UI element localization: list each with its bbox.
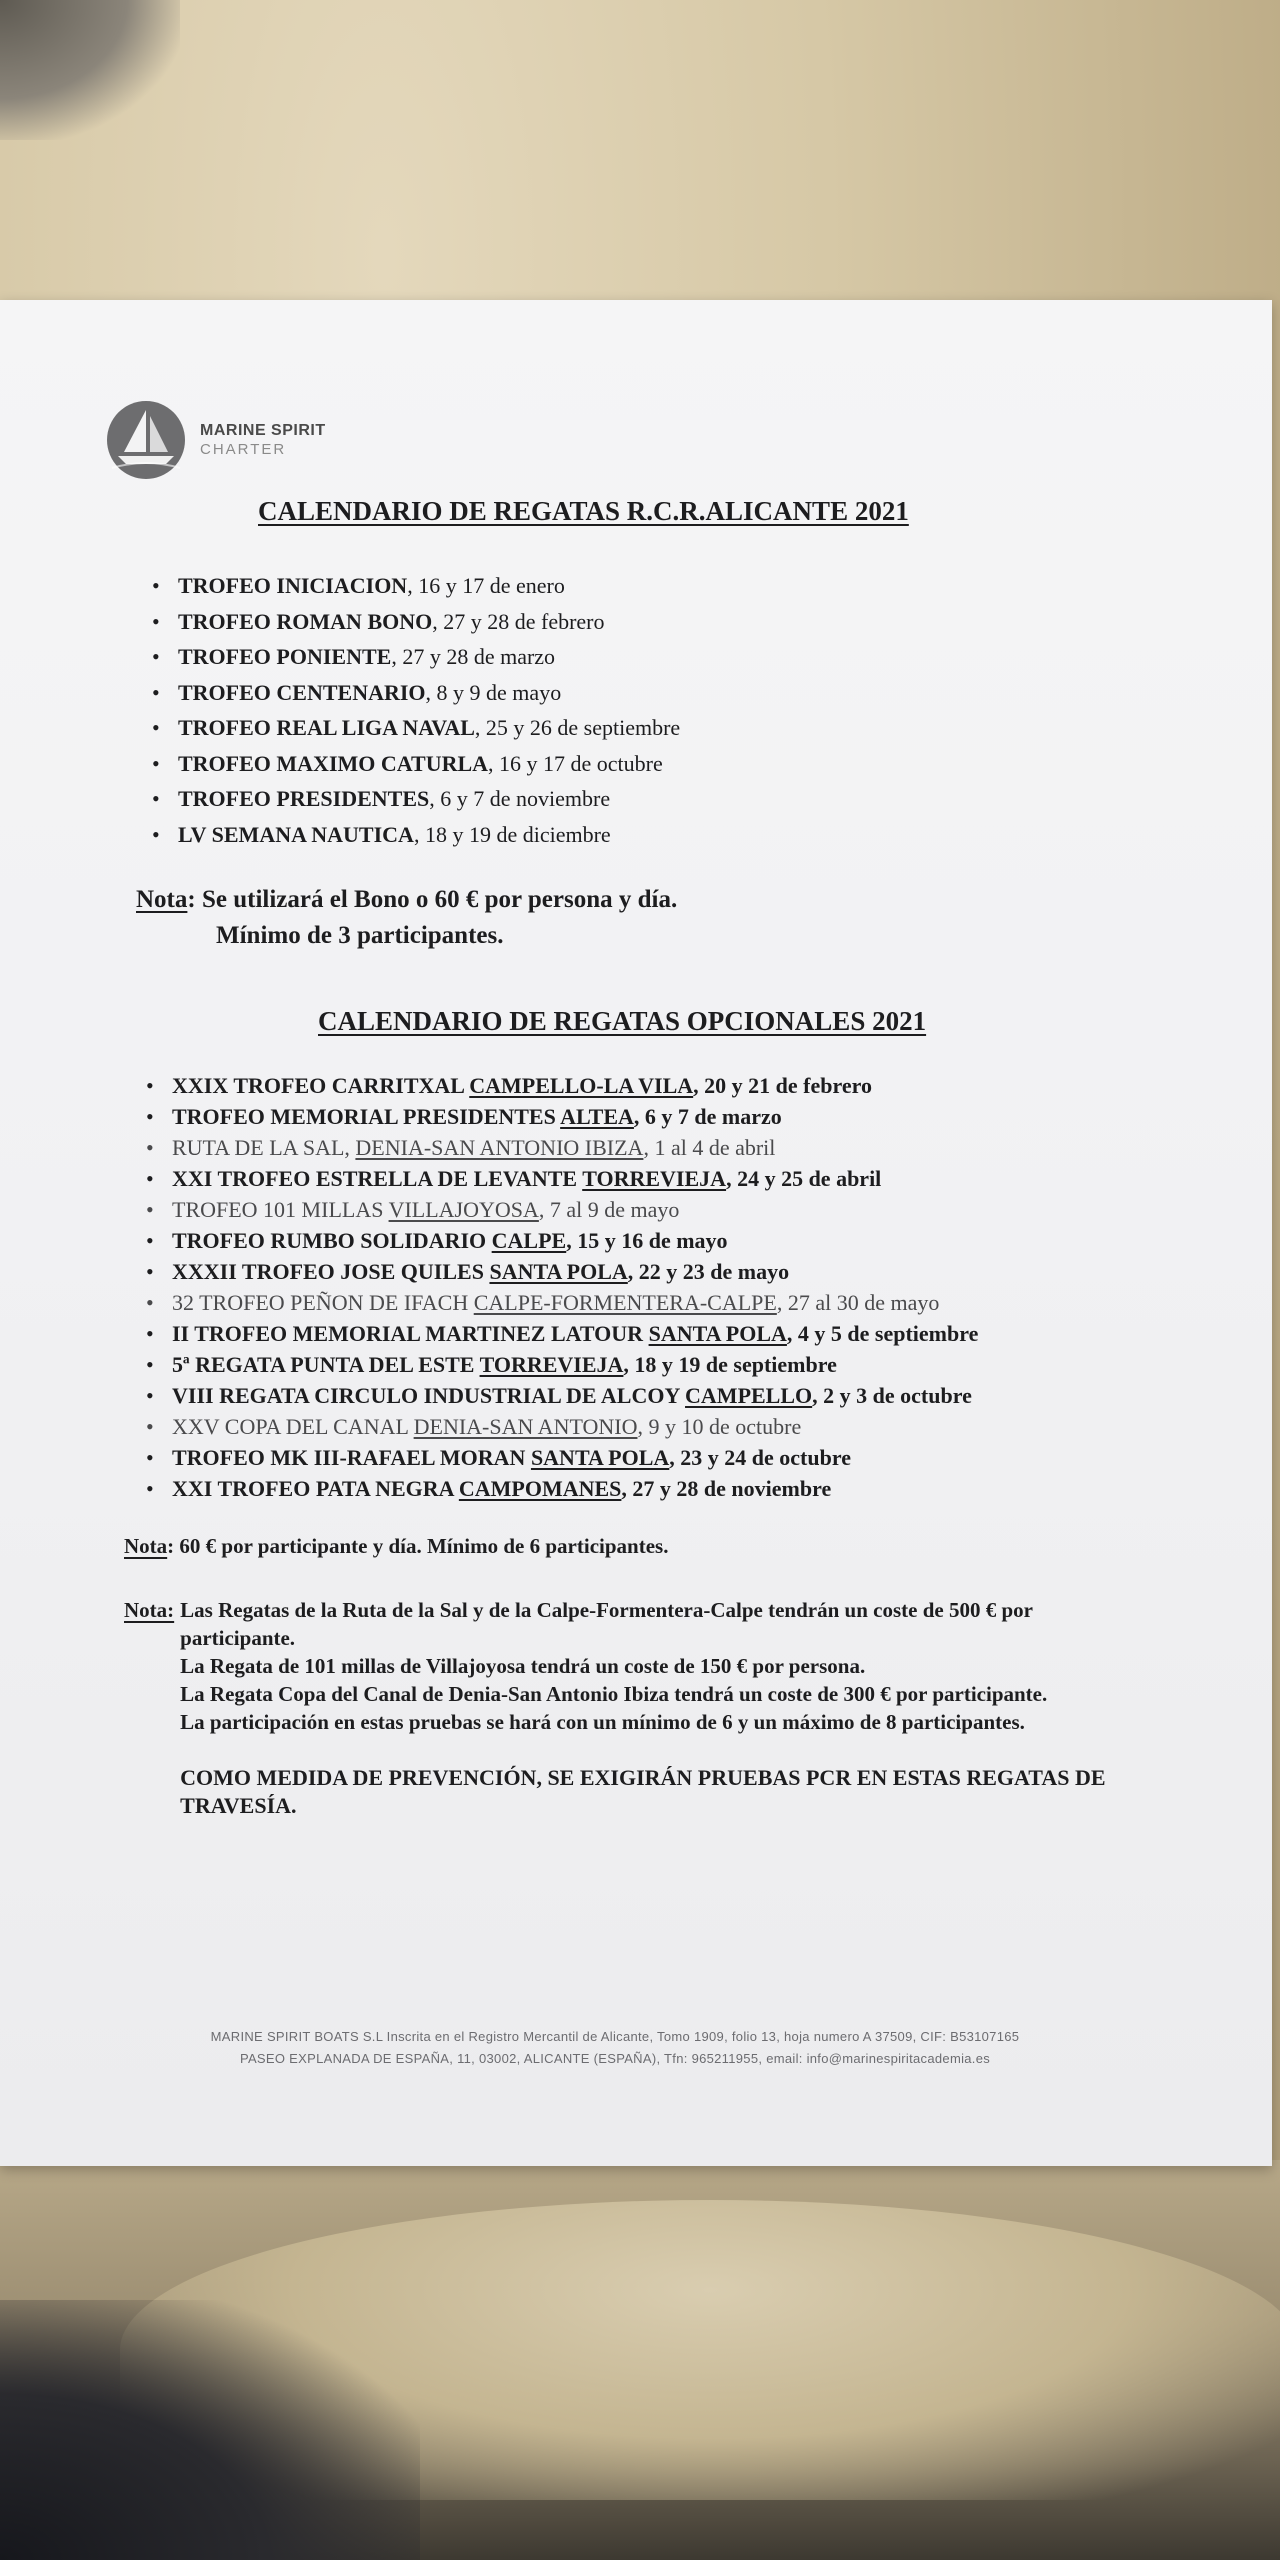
list-item [146, 1473, 978, 1504]
brand-logo [106, 400, 326, 480]
regatta-dates: , 18 y 19 de diciembre [413, 821, 611, 847]
document-page [0, 300, 1272, 2166]
list-item [146, 1349, 978, 1380]
regatta-name: TROFEO INICIACION [178, 573, 408, 598]
regatta-name: XXV COPA DEL CANAL [172, 1414, 414, 1439]
regatta-dates: , 15 y 16 de mayo [566, 1228, 728, 1253]
regatta-name: TROFEO MK III-RAFAEL MORAN [172, 1445, 531, 1470]
bullet-icon: • [152, 644, 160, 669]
regatta-place: ALTEA [560, 1104, 634, 1129]
regatta-dates: , 6 y 7 de marzo [633, 1104, 782, 1129]
list-item [152, 675, 680, 711]
brand-name: MARINE SPIRIT [200, 422, 326, 440]
bullet-icon: • [146, 1197, 154, 1222]
section1-note [136, 882, 677, 954]
regatta-place: CAMPOMANES [458, 1476, 622, 1501]
regatta-name: RUTA DE LA SAL, [172, 1135, 356, 1160]
note-paragraph: Las Regatas de la Ruta de la Sal y de la Calpe-Formentera-Calpe tendrán un coste de 500 € por participante. [180, 1598, 1033, 1650]
regatta-dates: , 16 y 17 de octubre [488, 750, 663, 776]
regatta-place: TORREVIEJA [479, 1352, 624, 1377]
regatta-name: TROFEO RUMBO SOLIDARIO [172, 1228, 492, 1253]
background-dark-corner [0, 2300, 420, 2560]
list-item [146, 1287, 978, 1318]
regatta-name: XXXII TROFEO JOSE QUILES [172, 1259, 490, 1284]
bullet-icon: • [146, 1352, 154, 1377]
bullet-icon: • [146, 1073, 154, 1098]
regatta-name: VIII REGATA CIRCULO INDUSTRIAL DE ALCOY [172, 1383, 686, 1408]
regatta-name: TROFEO ROMAN BONO [178, 608, 433, 634]
note-label: Nota [124, 1534, 168, 1558]
list-item [146, 1318, 979, 1349]
list-item [152, 781, 680, 817]
regatta-dates: , 22 y 23 de mayo [627, 1259, 790, 1284]
note-text-indent: Mínimo de 3 participantes. [216, 922, 504, 949]
regatta-dates: , 27 y 28 de noviembre [621, 1476, 832, 1501]
regatta-place: SANTA POLA [648, 1321, 787, 1346]
regatta-dates: , 27 y 28 de marzo [391, 644, 556, 669]
regatta-place: CALPE-FORMENTERA-CALPE [473, 1290, 777, 1315]
list-item [152, 568, 680, 604]
note-text: : 60 € por participante y día. Mínimo de 6 participantes. [167, 1534, 669, 1558]
regatta-place: TORREVIEJA [582, 1166, 727, 1191]
regatta-dates: , 8 y 9 de mayo [425, 679, 562, 705]
section2-note-costs [124, 1596, 1154, 1820]
note-body [180, 1596, 1115, 1820]
regatta-dates: , 23 y 24 de octubre [669, 1445, 851, 1470]
list-item [146, 1442, 978, 1473]
note-label: Nota [136, 886, 188, 913]
page-footer [100, 2026, 1130, 2070]
brand-text [200, 422, 326, 458]
bullet-icon: • [146, 1445, 154, 1470]
pcr-warning: COMO MEDIDA DE PREVENCIÓN, SE EXIGIRÁN PRUEBAS PCR EN ESTAS REGATAS DE TRAVESÍA. [180, 1765, 1106, 1818]
bullet-icon: • [152, 573, 160, 598]
regatta-place: CAMPELLO-LA VILA [469, 1073, 694, 1098]
regatta-name: TROFEO PONIENTE [178, 644, 392, 669]
list-item [146, 1256, 978, 1287]
bullet-icon: • [146, 1166, 154, 1191]
bullet-icon: • [146, 1228, 154, 1253]
bullet-icon: • [146, 1135, 154, 1160]
regatta-place: DENIA-SAN ANTONIO [413, 1414, 638, 1439]
list-item [146, 1132, 978, 1163]
bullet-icon: • [146, 1290, 154, 1315]
regatta-name: 5ª REGATA PUNTA DEL ESTE [172, 1352, 480, 1377]
regatta-name: XXI TROFEO ESTRELLA DE LEVANTE [172, 1166, 583, 1191]
regatta-name: TROFEO CENTENARIO [178, 679, 426, 705]
note-paragraph: La Regata Copa del Canal de Denia-San Antonio Ibiza tendrá un coste de 300 € por participante. [180, 1682, 1048, 1706]
list-item [152, 746, 680, 782]
bullet-icon: • [152, 750, 160, 776]
regatta-dates: , 27 al 30 de mayo [776, 1290, 940, 1315]
brand-sub: CHARTER [200, 440, 287, 458]
regatta-place: VILLAJOYOSA [388, 1197, 539, 1222]
bullet-icon: • [146, 1414, 154, 1439]
regatta-place: CAMPELLO [685, 1383, 813, 1408]
note-label: Nota: [124, 1598, 175, 1622]
note-paragraph: La Regata de 101 millas de Villajoyosa tendrá un coste de 150 € por persona. [180, 1654, 866, 1678]
regatta-place: SANTA POLA [489, 1259, 628, 1284]
bullet-icon: • [152, 715, 160, 740]
regatta-place: SANTA POLA [530, 1445, 670, 1470]
regatta-dates: , 7 al 9 de mayo [538, 1197, 680, 1222]
regatta-name: XXI TROFEO PATA NEGRA [172, 1476, 459, 1501]
bullet-icon: • [146, 1259, 154, 1284]
regatta-name: 32 TROFEO PEÑON DE IFACH [172, 1290, 474, 1315]
list-item [146, 1101, 978, 1132]
regatta-dates: , 6 y 7 de noviembre [429, 786, 611, 811]
regatta-name: TROFEO REAL LIGA NAVAL [178, 715, 475, 740]
section1-list [152, 568, 681, 852]
regatta-name: XXIX TROFEO CARRITXAL [172, 1073, 470, 1098]
section2-title: CALENDARIO DE REGATAS OPCIONALES 2021 [318, 1006, 927, 1036]
list-item [152, 710, 681, 746]
bullet-icon: • [146, 1383, 154, 1408]
section1-title: CALENDARIO DE REGATAS R.C.R.ALICANTE 2021 [258, 496, 909, 526]
list-item [146, 1411, 978, 1442]
list-item [146, 1070, 978, 1101]
regatta-place: CALPE [491, 1228, 567, 1253]
regatta-dates: , 18 y 19 de septiembre [623, 1352, 837, 1377]
list-item [152, 604, 680, 640]
regatta-name: TROFEO PRESIDENTES [178, 786, 430, 811]
note-paragraph: La participación en estas pruebas se hará con un mínimo de 6 y un máximo de 8 participantes. [180, 1710, 1025, 1734]
regatta-dates: , 1 al 4 de abril [643, 1135, 776, 1160]
footer-line: MARINE SPIRIT BOATS S.L Inscrita en el Registro Mercantil de Alicante, Tomo 1909, folio 13, hoja numero A 37509, CIF: B53107165 [210, 2029, 1020, 2044]
regatta-dates: , 25 y 26 de septiembre [474, 715, 681, 740]
background-corner-shadow [0, 0, 180, 140]
bullet-icon: • [146, 1476, 154, 1501]
regatta-dates: , 9 y 10 de octubre [637, 1414, 802, 1439]
regatta-name: LV SEMANA NAUTICA [178, 821, 414, 847]
list-item [146, 1225, 978, 1256]
regatta-dates: , 20 y 21 de febrero [693, 1073, 872, 1098]
regatta-name: II TROFEO MEMORIAL MARTINEZ LATOUR [172, 1321, 649, 1346]
list-item [152, 639, 680, 675]
regatta-dates: , 4 y 5 de septiembre [786, 1321, 979, 1346]
section2-note-price [124, 1532, 668, 1560]
regatta-place: DENIA-SAN ANTONIO IBIZA [355, 1135, 644, 1160]
list-item [146, 1194, 978, 1225]
regatta-dates: , 24 y 25 de abril [726, 1166, 882, 1191]
sailboat-logo-icon [106, 400, 186, 480]
list-item [152, 817, 680, 853]
section2-list [146, 1070, 979, 1504]
bullet-icon: • [152, 786, 160, 811]
bullet-icon: • [146, 1104, 154, 1129]
regatta-name: TROFEO MEMORIAL PRESIDENTES [172, 1104, 561, 1129]
footer-line: PASEO EXPLANADA DE ESPAÑA, 11, 03002, ALICANTE (ESPAÑA), Tfn: 965211955, email: info@marinespiritacademia.es [239, 2051, 991, 2066]
regatta-dates: , 2 y 3 de octubre [812, 1383, 972, 1408]
note-text: : Se utilizará el Bono o 60 € por persona y día. [187, 886, 678, 913]
bullet-icon: • [152, 821, 160, 847]
list-item [146, 1380, 978, 1411]
regatta-dates: , 27 y 28 de febrero [432, 608, 605, 634]
bullet-icon: • [146, 1321, 154, 1346]
bullet-icon: • [152, 608, 160, 634]
regatta-dates: , 16 y 17 de enero [407, 573, 565, 598]
list-item [146, 1163, 978, 1194]
bullet-icon: • [152, 679, 160, 705]
regatta-name: TROFEO MAXIMO CATURLA [178, 750, 489, 776]
regatta-name: TROFEO 101 MILLAS [172, 1197, 389, 1222]
